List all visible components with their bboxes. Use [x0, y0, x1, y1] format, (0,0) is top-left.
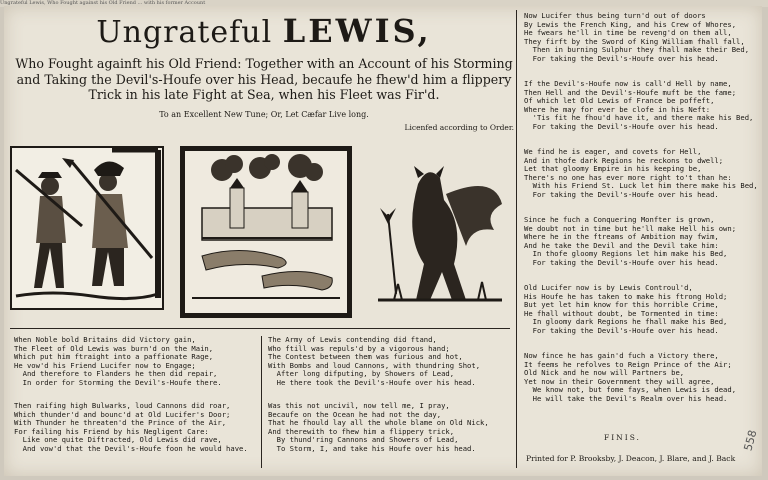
verse-3: The Army of Lewis contending did ftand, Who ftill was repuls'd by a vigorous hand; The Contest between them was furious and hot, With Bombs and loud Cannons, with thundring Shot, After long difputing, by Showers of Lead, He there took the Devil's-Houfe over his head. [268, 335, 481, 387]
verse-divider [261, 336, 262, 468]
woodcut-soldiers [10, 146, 164, 310]
verse-10: Now fince he has gain'd fuch a Victory there, It feems he refolves to Reign Prince of the Air; Old Nick and he now will Partners be, Yet now in their Government they will agree, We know not, but fome fays, when Lewis is dead, He will take the Devil's Realm over his head. [524, 351, 737, 403]
verse-4: Was this not uncivil, now tell me, I pray, Becaufe on the Ocean he had not the day, That he fhould lay all the whole blame on Old Nick, And therewith to fhew him a flippery trick, By thund'ring Cannons and Showers of Lead, To Storm, I, and take his Houfe over his head. [268, 401, 489, 453]
title-word-2: LEWIS, [282, 12, 432, 50]
verse-1: When Noble bold Britains did Victory gain, The Fleet of Old Lewis was burn'd on the Main, Which put him ftraight into a paffionate Rage, He vow'd his Friend Lucifer now to Engage; And therefore to Flanders he then did repair, In order for Storming the Devil's-Houfe there. [14, 335, 222, 387]
page-number: 558 [741, 428, 760, 453]
verse-7: We find he is eager, and covets for Hell, And in thofe dark Regions he reckons to dwell; Let that gloomy Empire in his keeping be, There's no one has ever more right to't than he: With his Friend St. Luck let him there make his Bed, For taking the Devil's-Houfe over his head. [524, 147, 758, 199]
verse-9: Old Lucifer now is by Lewis Controul'd, His Houfe he has taken to make his ftrong Hold; But yet let him know for this horrible Crime, He fhall without doubt, be Tormented in time: In gloomy dark Regions he fhall make his Bed, For taking the Devil's-Houfe over his head. [524, 283, 728, 335]
ballad-subtitle: Who Fought againft his Old Friend: Together with an Account of his Storming and Taking the Devil's-Houfe over his Head, becaufe he fhew'd him a flippery Trick in his late Fight at Sea, when his Fleet was Fir'd. [15, 56, 513, 102]
verse-8: Since he fuch a Conquering Monfter is grown, We doubt not in time but he'll make Hell his own; Where he in the ftreams of Ambition may fwim, And he take the Devil and the Devil take him: In thofe gloomy Regions let him make his Bed, For taking the Devil's-Houfe over his head. [524, 215, 737, 267]
ballad-title [14, 14, 514, 50]
column-divider [516, 10, 517, 468]
woodcut-rule [10, 328, 510, 329]
verse-5: Now Lucifer thus being turn'd out of doors By Lewis the French King, and his Crew of Whores, He fwears he'll in time be reveng'd on them all, They firft by the Sword of King William fhall fall, Then in burning Sulphur they fhall make their Bed, For taking the Devil's-Houfe over his head. [524, 11, 750, 63]
printer-imprint: Printed for P. Brooksby, J. Deacon, J. Blare, and J. Back [526, 454, 736, 463]
header-strip: Ungrateful Lewis, Who Fought against his Old Friend ... with his former Account [0, 0, 768, 7]
verse-6: If the Devil's-Houfe now is call'd Hell by name, Then Hell and the Devil's-Houfe muft be the fame; Of which let Old Lewis of France be poffeft, Where he may for ever be clofe in his Neft: 'Tis fit he fhou'd have it, and there make his Bed, For taking the Devil's-Houfe over his head. [524, 79, 754, 131]
licensed-line: Licenfed according to Order. [404, 123, 514, 132]
tune-line: To an Excellent New Tune; Or, Let Cæfar Live long. [159, 110, 369, 119]
finis-label: FINIS. [604, 433, 641, 442]
woodcut-devil [374, 154, 506, 310]
broadside-page [4, 6, 762, 476]
title-word-1: Ungrateful [96, 15, 273, 50]
verse-2: Then raifing high Bulwarks, loud Cannons did roar, Which thunder'd and bounc'd at Old Lucifer's Door; With Thunder he threaten'd the Prince of the Air, For failing his Friend by his Negligent Care: Like one quite Diftracted, Old Lewis did rave, And vow'd that the Devil's-Houfe foon he would have. [14, 401, 248, 453]
woodcut-siege [180, 146, 352, 318]
